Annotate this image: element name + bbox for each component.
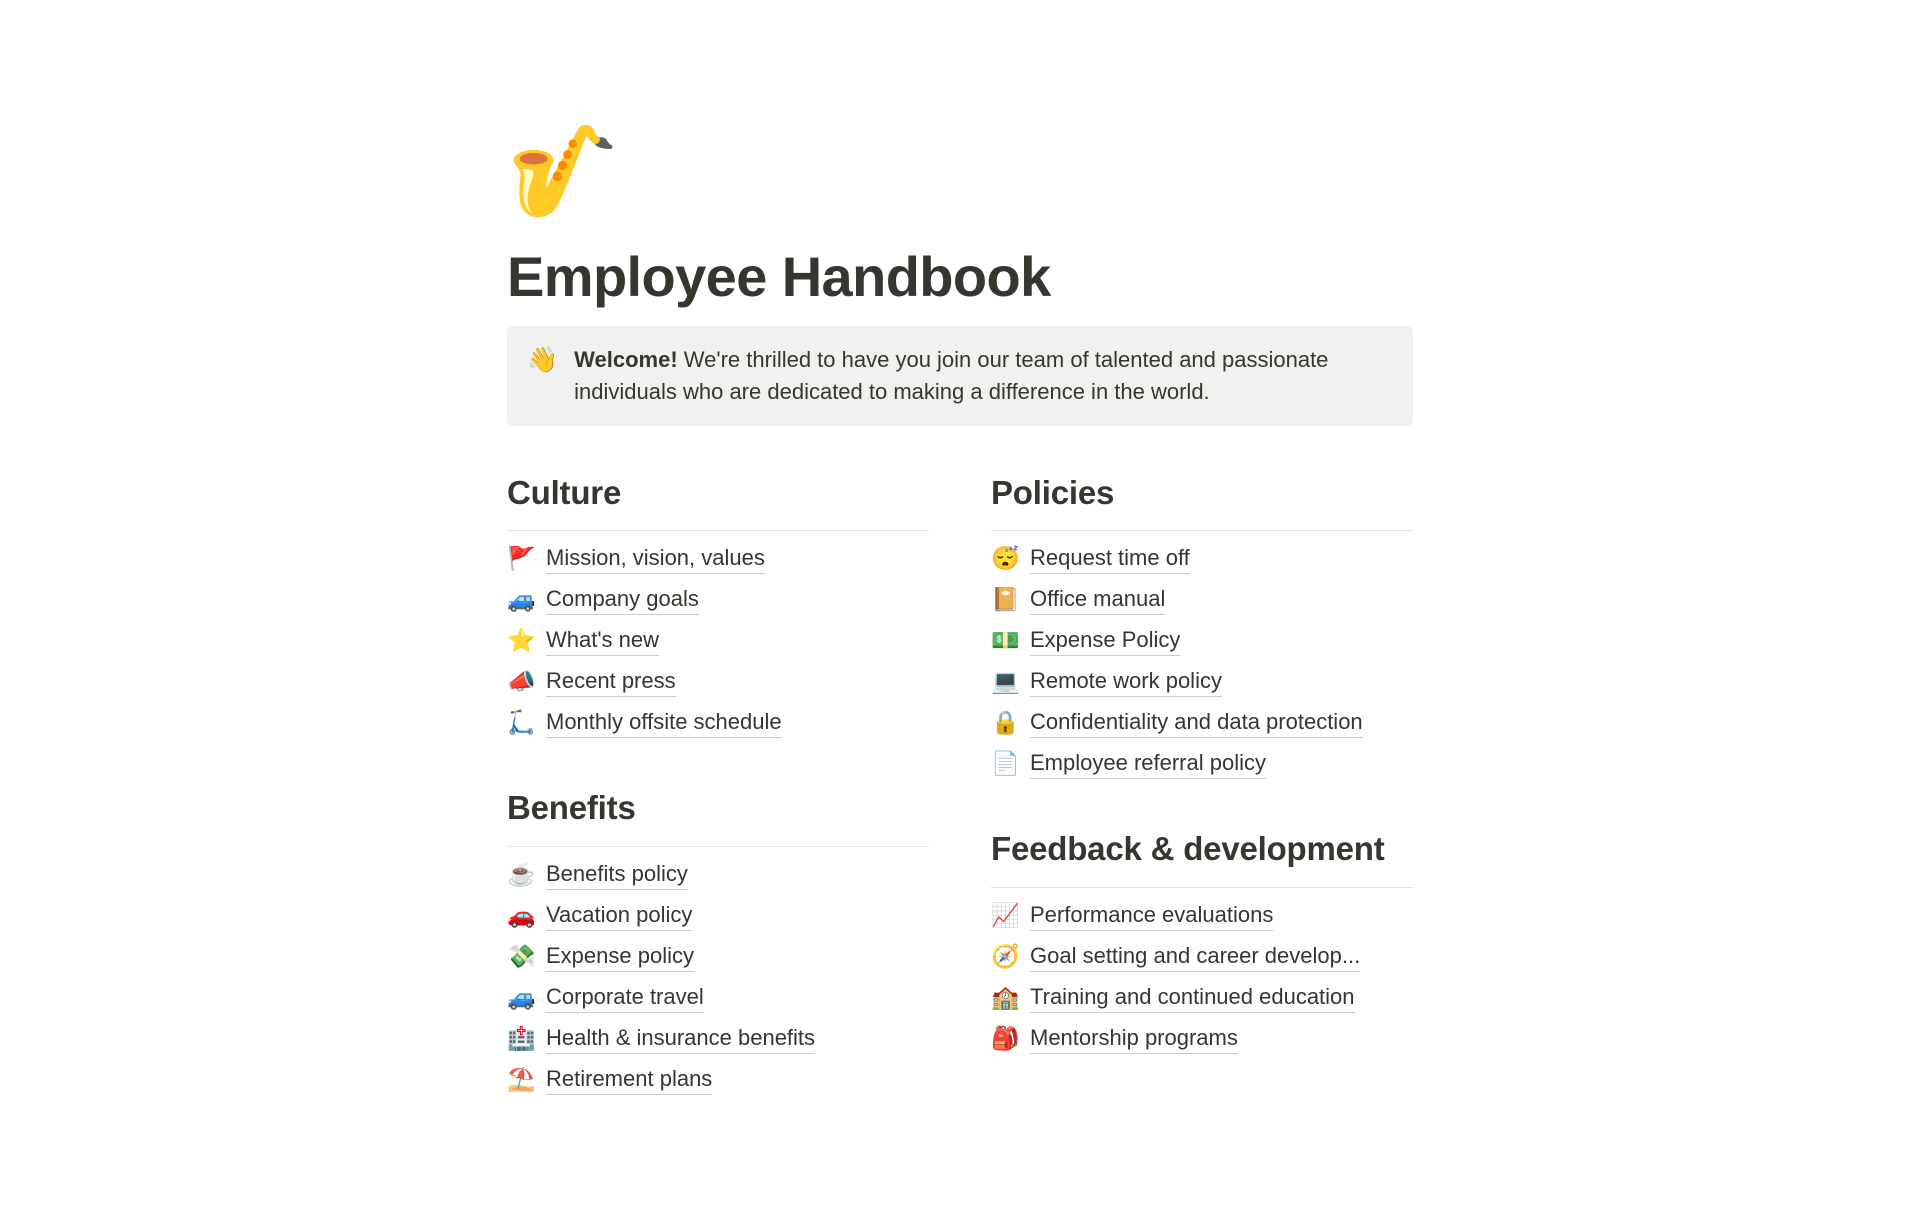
section-heading-feedback-development: Feedback & development: [991, 830, 1385, 868]
chart-increasing-icon: 📈: [991, 901, 1020, 928]
page-link-retirement-plans[interactable]: [507, 1059, 929, 1100]
page-link-label: Benefits policy: [546, 859, 688, 890]
hospital-icon: 🏥: [507, 1024, 536, 1051]
page-link-vacation-policy[interactable]: [507, 895, 929, 936]
page-link-office-manual[interactable]: [991, 579, 1413, 620]
page-facing-up-icon: 📄: [991, 750, 1020, 777]
section-divider: [507, 530, 929, 531]
callout-body: We're thrilled to have you join our team of talented and passionate individuals who are dedicated to making a difference in the world.: [574, 347, 1329, 405]
waving-hand-icon: 👋: [527, 346, 559, 375]
right-column: [991, 472, 1413, 1059]
section-heading-culture: Culture: [507, 474, 622, 512]
page-link-label: Goal setting and career develop...: [1030, 941, 1360, 972]
megaphone-icon: 📣: [507, 668, 536, 695]
blue-car-icon: 🚙: [507, 983, 536, 1010]
backpack-icon: 🎒: [991, 1024, 1020, 1051]
page-link-label: Corporate travel: [546, 982, 704, 1013]
page-link-remote-work-policy[interactable]: [991, 661, 1413, 702]
page-link-request-time-off[interactable]: [991, 538, 1413, 579]
page-link-confidentiality-and-data-protection[interactable]: [991, 702, 1413, 743]
page-link-label: Retirement plans: [546, 1064, 712, 1095]
page-link-employee-referral-policy[interactable]: [991, 743, 1413, 784]
page-link-label: Request time off: [1030, 543, 1190, 574]
page-link-label: Company goals: [546, 584, 699, 615]
page-link-label: Vacation policy: [546, 900, 692, 931]
compass-icon: 🧭: [991, 942, 1020, 969]
money-with-wings-icon: 💸: [507, 942, 536, 969]
section-divider: [991, 530, 1413, 531]
page-title: Employee Handbook: [507, 245, 1051, 308]
laptop-icon: 💻: [991, 668, 1020, 695]
left-column: [507, 472, 929, 1100]
callout-lead: Welcome!: [574, 347, 678, 373]
page-link-expense-policy[interactable]: [991, 620, 1413, 661]
page-link-expense-policy[interactable]: [507, 936, 929, 977]
kick-scooter-icon: 🛴: [507, 709, 536, 736]
red-car-icon: 🚗: [507, 901, 536, 928]
page-link-mentorship-programs[interactable]: [991, 1018, 1413, 1059]
school-icon: 🏫: [991, 983, 1020, 1010]
page-link-label: Training and continued education: [1030, 982, 1355, 1013]
page-link-label: What's new: [546, 625, 659, 656]
page-link-what-s-new[interactable]: [507, 620, 929, 661]
coffee-cup-icon: ☕: [507, 860, 536, 887]
section-heading-benefits: Benefits: [507, 789, 636, 827]
page-link-label: Confidentiality and data protection: [1030, 707, 1363, 738]
page-link-monthly-offsite-schedule[interactable]: [507, 702, 929, 743]
page-link-label: Office manual: [1030, 584, 1165, 615]
dollar-banknote-icon: 💵: [991, 627, 1020, 654]
blue-car-icon: 🚙: [507, 586, 536, 613]
page-link-label: Monthly offsite schedule: [546, 707, 782, 738]
page-link-label: Mentorship programs: [1030, 1023, 1238, 1054]
star-icon: ⭐: [507, 627, 536, 654]
page-link-health-insurance-benefits[interactable]: [507, 1018, 929, 1059]
saxophone-icon: 🎷: [507, 122, 620, 222]
section-divider: [507, 846, 929, 847]
page-link-recent-press[interactable]: [507, 661, 929, 702]
page-link-label: Expense policy: [546, 941, 694, 972]
section-heading-policies: Policies: [991, 474, 1115, 512]
page-link-training-and-continued-education[interactable]: [991, 977, 1413, 1018]
page-link-mission-vision-values[interactable]: [507, 538, 929, 579]
employee-handbook-page: [507, 0, 1413, 1220]
page-link-performance-evaluations[interactable]: [991, 895, 1413, 936]
sleeping-face-icon: 😴: [991, 545, 1020, 572]
page-link-label: Performance evaluations: [1030, 900, 1273, 931]
notebook-icon: 📔: [991, 586, 1020, 613]
beach-umbrella-icon: ⛱️: [507, 1065, 536, 1092]
page-link-company-goals[interactable]: [507, 579, 929, 620]
section-divider: [991, 887, 1413, 888]
page-link-label: Health & insurance benefits: [546, 1023, 815, 1054]
lock-icon: 🔒: [991, 709, 1020, 736]
triangular-flag-icon: 🚩: [507, 545, 536, 572]
page-link-label: Employee referral policy: [1030, 748, 1266, 779]
callout-text: [574, 344, 1389, 408]
welcome-callout: [507, 326, 1413, 426]
page-link-label: Remote work policy: [1030, 666, 1222, 697]
page-link-label: Recent press: [546, 666, 676, 697]
content-columns: [507, 472, 1413, 1100]
page-link-benefits-policy[interactable]: [507, 854, 929, 895]
page-link-goal-setting-and-career-develop[interactable]: [991, 936, 1413, 977]
page-link-label: Mission, vision, values: [546, 543, 765, 574]
page-link-label: Expense Policy: [1030, 625, 1180, 656]
page-link-corporate-travel[interactable]: [507, 977, 929, 1018]
